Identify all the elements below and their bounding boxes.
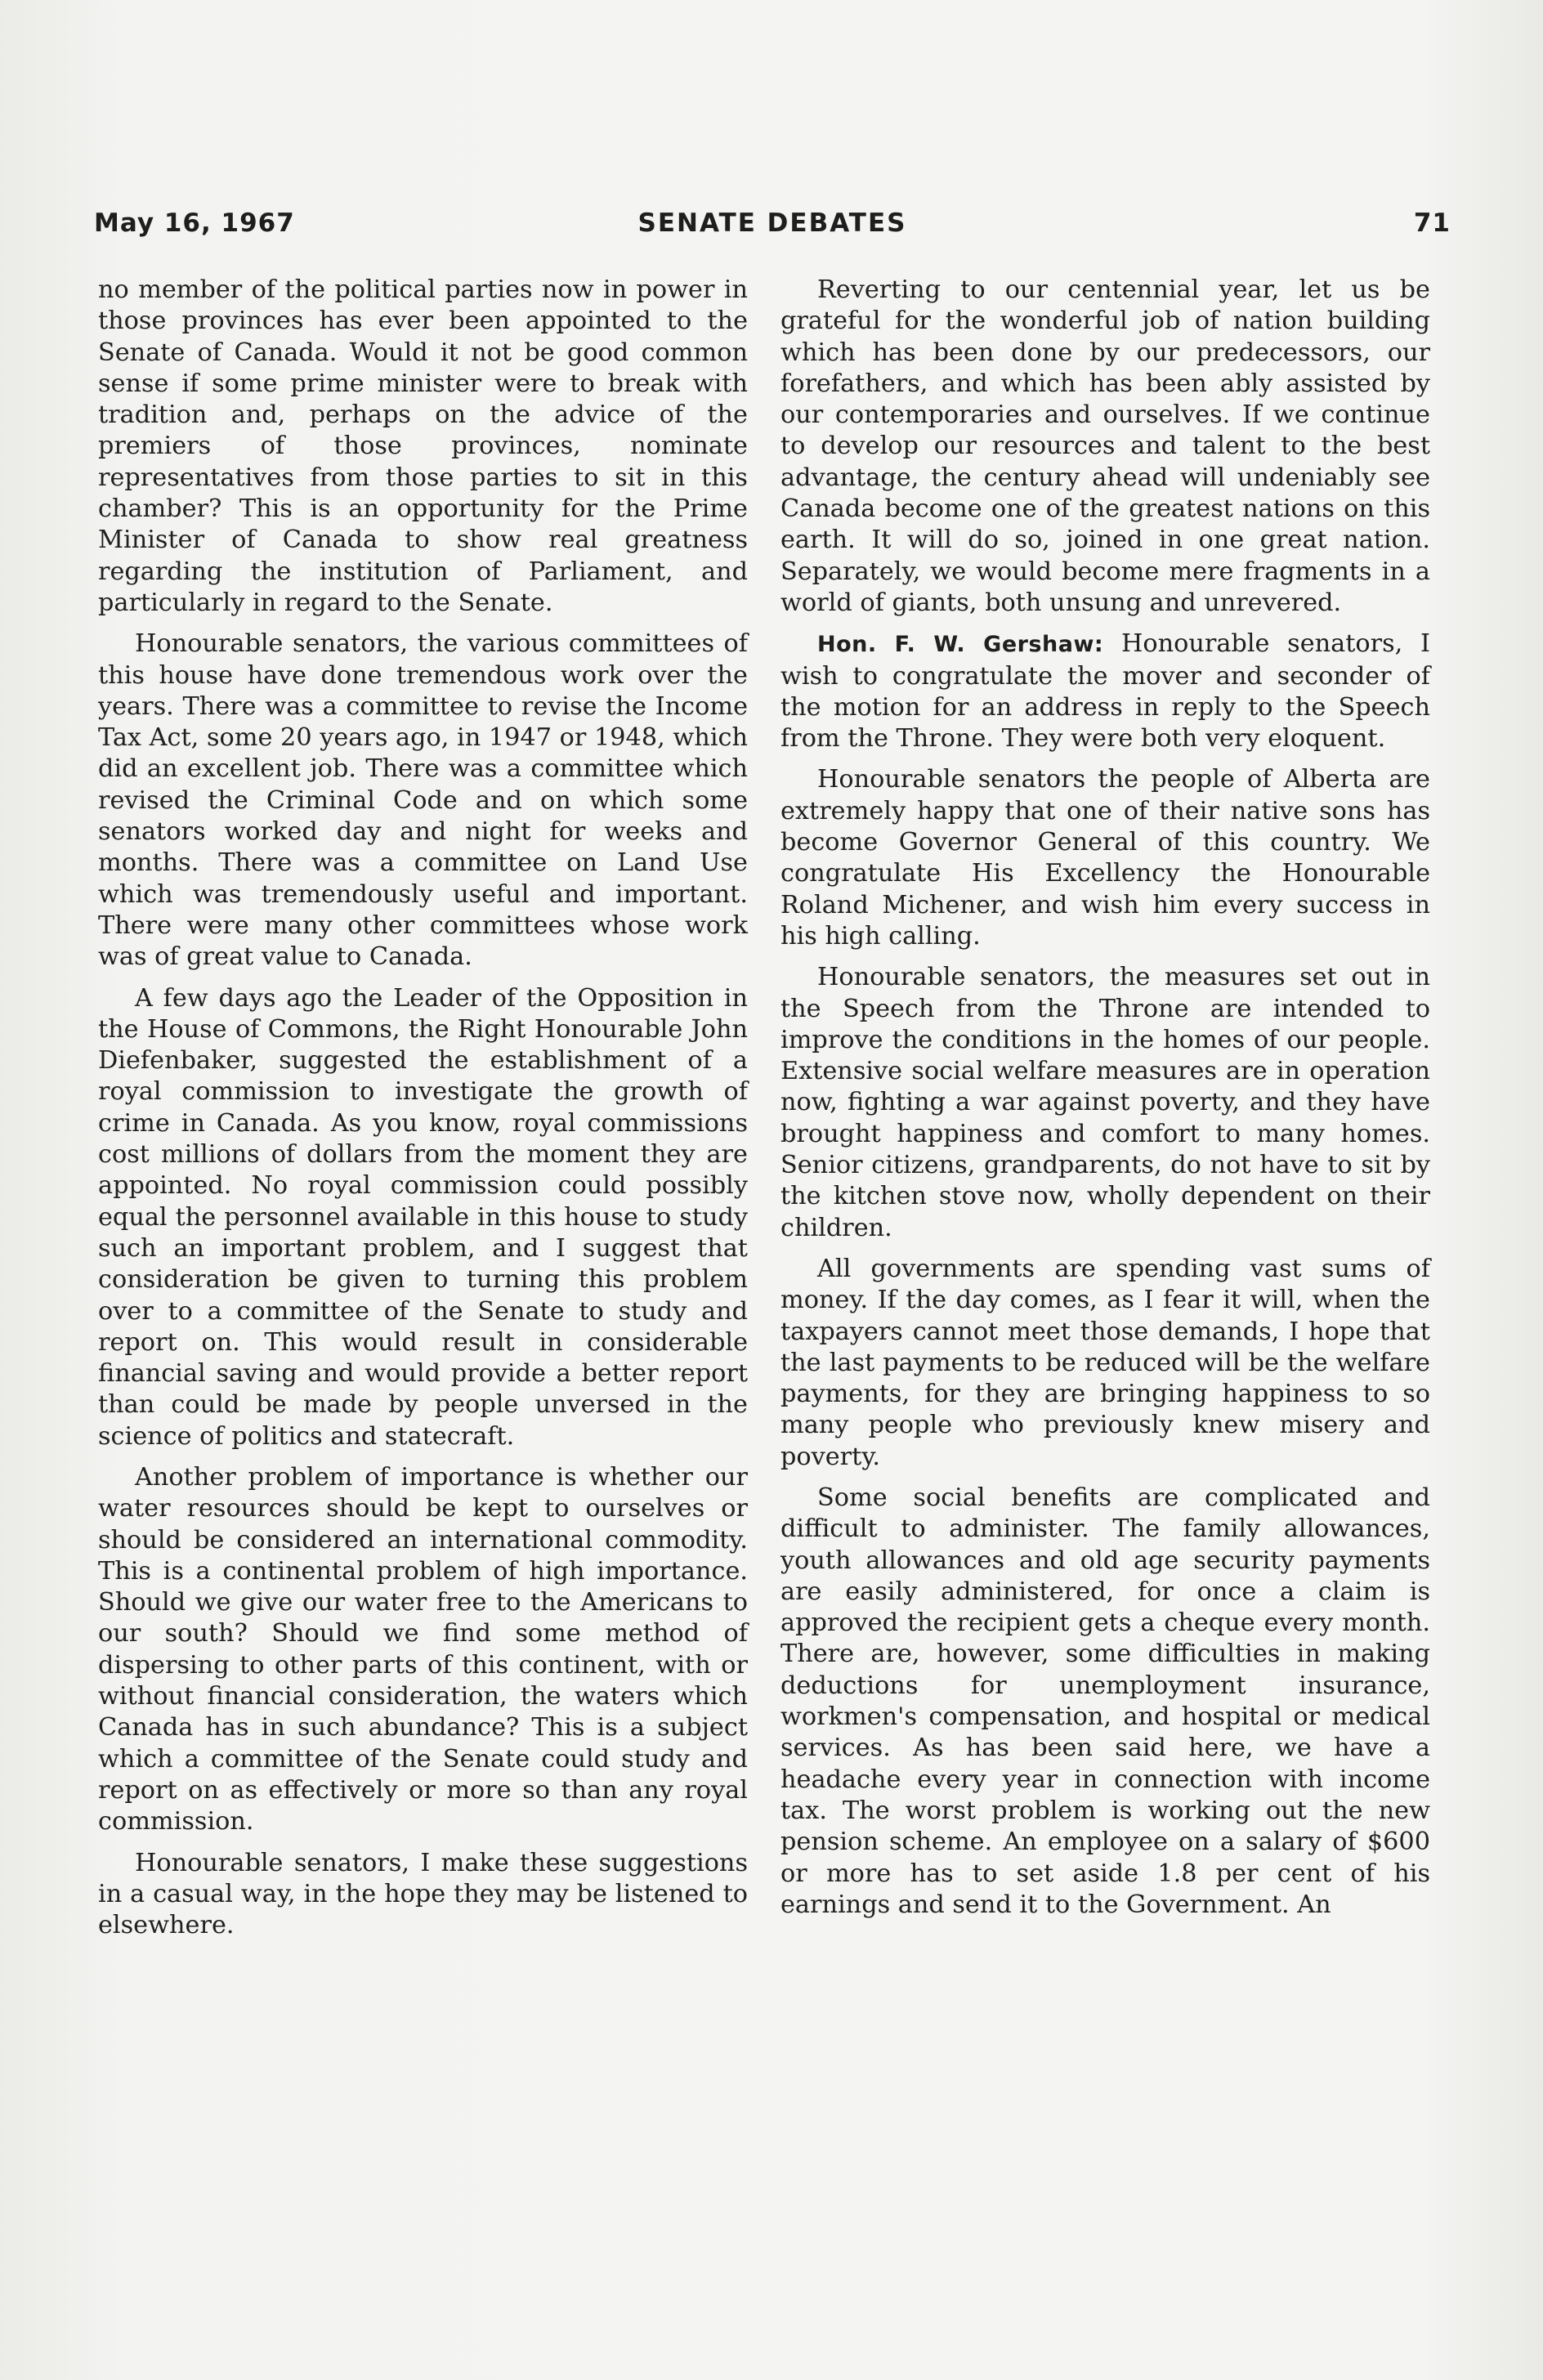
page-number: 71 xyxy=(1413,208,1451,238)
paragraph: Reverting to our centennial year, let us be grateful for the wonderful job of nation building which has been done by our predecessors, our forefathers, and which has been ably assisted by our contemporaries and ourselves. If we continue to develop our resources and talent to the best advantage, the century ahead will undeniably see Canada become one of the greatest nations on this earth. It will do so, joined in one great nation. Separately, we would become mere fragments in a world of giants, both unsung and unrevered. xyxy=(780,275,1430,617)
paragraph: Some social benefits are complicated and difficult to administer. The family allowances, youth allowances and old age security payments are easily administered, for once a claim is approved the recipient gets a cheque every month. There are, however, some difficulties in making deductions for unemployment insurance, workmen's compensation, and hospital or medical services. As has been said here, we have a headache every year in connection with income tax. The worst problem is working out the new pension scheme. An employee on a salary of $600 or more has to set aside 1.8 per cent of his earnings and send it to the Government. An xyxy=(780,1483,1430,1919)
speaker-paragraph xyxy=(780,629,1430,754)
right-column xyxy=(780,275,1430,1930)
left-column xyxy=(98,275,748,1951)
speaker-name: Hon. F. W. Gershaw: xyxy=(817,632,1104,658)
paragraph: Another problem of importance is whether our water resources should be kept to ourselves or should be considered an international commodity. This is a continental problem of high importance. Should we give our water free to the Americans to our south? Should we find some method of dispersing to other parts of this continent, with or without financial consideration, the waters which Canada has in such abundance? This is a subject which a committee of the Senate could study and report on as effectively or more so than any royal commission. xyxy=(98,1462,748,1836)
header-date: May 16, 1967 xyxy=(94,208,295,238)
paragraph: Honourable senators, the measures set out in the Speech from the Throne are intended to improve the conditions in the homes of our people. Extensive social welfare measures are in operation now, fighting a war against poverty, and they have brought happiness and comfort to many homes. Senior citizens, grandparents, do not have to sit by the kitchen stove now, wholly dependent on their children. xyxy=(780,963,1430,1242)
header-title: SENATE DEBATES xyxy=(637,208,907,238)
page-header xyxy=(94,208,1451,249)
paragraph: Honourable senators, the various committees of this house have done tremendous work over the years. There was a committee to revise the Income Tax Act, some 20 years ago, in 1947 or 1948, which did an excellent job. There was a committee which revised the Criminal Code and on which some senators worked day and night for weeks and months. There was a committee on Land Use which was tremendously useful and important. There were many other committees whose work was of great value to Canada. xyxy=(98,629,748,972)
speaker-text: Honourable senators, I wish to congratulate the mover and seconder of the motion for an address in reply to the Speech from the Throne. They were both very eloquent. xyxy=(780,629,1430,754)
paragraph: Honourable senators the people of Alberta are extremely happy that one of their native sons has become Governor General of this country. We congratulate His Excellency the Honourable Roland Michener, and wish him every success in his high calling. xyxy=(780,765,1430,951)
paragraph: A few days ago the Leader of the Opposition in the House of Commons, the Right Honourable John Diefenbaker, suggested the establishment of a royal commission to investigate the growth of crime in Canada. As you know, royal commissions cost millions of dollars from the moment they are appointed. No royal commission could possibly equal the personnel available in this house to study such an important problem, and I suggest that consideration be given to turning this problem over to a committee of the Senate to study and report on. This would result in considerable financial saving and would provide a better report than could be made by people unversed in the science of politics and statecraft. xyxy=(98,983,748,1451)
paragraph: no member of the political parties now in power in those provinces has ever been appointed to the Senate of Canada. Would it not be good common sense if some prime minister were to break with tradition and, perhaps on the advice of the premiers of those provinces, nominate representatives from those parties to sit in this chamber? This is an opportunity for the Prime Minister of Canada to show real greatness regarding the institution of Parliament, and particularly in regard to the Senate. xyxy=(98,275,748,617)
paragraph: All governments are spending vast sums of money. If the day comes, as I fear it will, when the taxpayers cannot meet those demands, I hope that the last payments to be reduced will be the welfare payments, for they are bringing happiness to so many people who previously knew misery and poverty. xyxy=(780,1254,1430,1471)
paragraph: Honourable senators, I make these suggestions in a casual way, in the hope they may be listened to elsewhere. xyxy=(98,1848,748,1940)
